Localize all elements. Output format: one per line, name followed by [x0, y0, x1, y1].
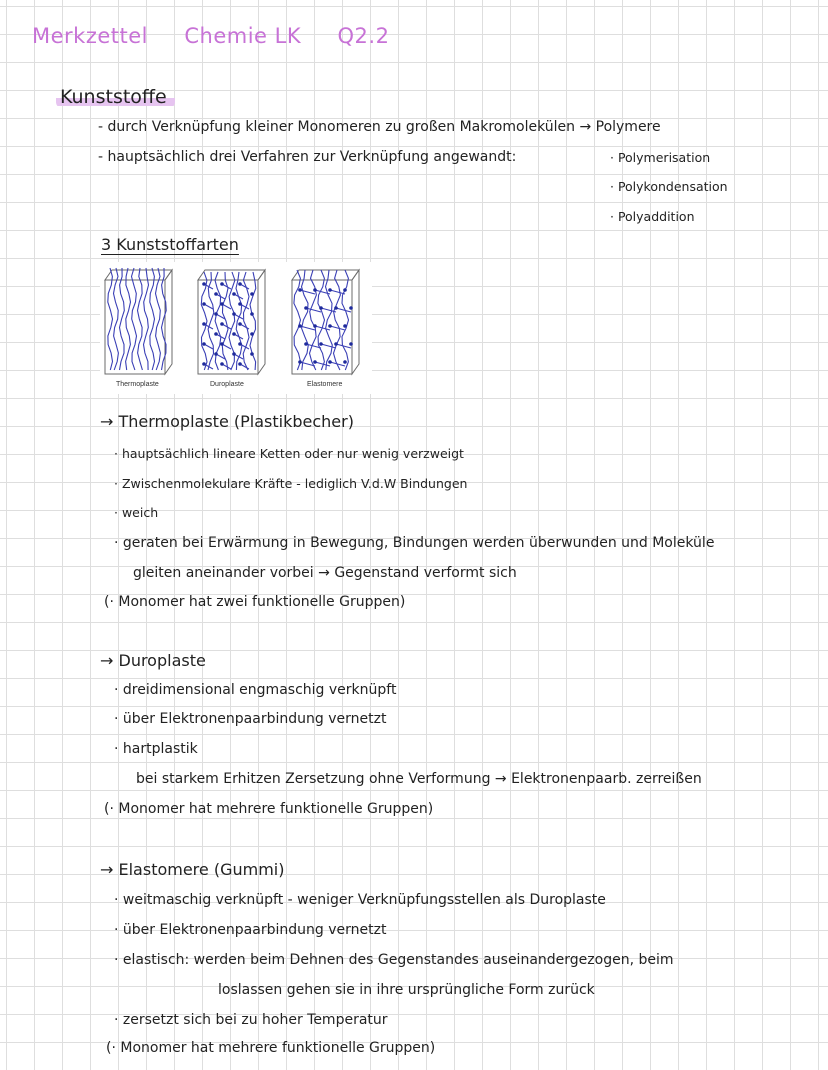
- types-heading: 3 Kunststoffarten: [101, 235, 239, 254]
- crosslink-node: [343, 288, 347, 292]
- crosslink-node: [328, 288, 332, 292]
- crosslink-node: [313, 324, 317, 328]
- crosslink-node: [238, 362, 242, 366]
- crosslink-node: [232, 292, 236, 296]
- crosslink-node: [328, 360, 332, 364]
- duroplaste-line-4: bei starkem Erhitzen Zersetzung ohne Verformung → Elektronenpaarb. zerreißen: [136, 771, 702, 787]
- crosslink-node: [232, 332, 236, 336]
- crosslink-node: [343, 360, 347, 364]
- crosslink-node: [238, 302, 242, 306]
- crosslink-node: [232, 352, 236, 356]
- title-word-merkzettel: Merkzettel: [32, 24, 148, 48]
- label-elastomere: Elastomere: [307, 381, 343, 388]
- crosslink-node: [319, 342, 323, 346]
- page-title: [32, 24, 389, 48]
- crosslink-node: [334, 306, 338, 310]
- crosslink-node: [220, 322, 224, 326]
- thermoplaste-line-6: (· Monomer hat zwei funktionelle Gruppen): [104, 594, 406, 610]
- intro-line-2: - hauptsächlich drei Verfahren zur Verknüpfung angewandt:: [98, 149, 517, 165]
- crosslink-node: [202, 362, 206, 366]
- elastomere-line-2: · über Elektronenpaarbindung vernetzt: [114, 922, 387, 938]
- elastomere-title: → Elastomere (Gummi): [100, 860, 285, 879]
- crosslink-node: [220, 362, 224, 366]
- crosslink-node: [238, 282, 242, 286]
- thermoplaste-title: → Thermoplaste (Plastikbecher): [100, 412, 354, 431]
- crosslink-node: [250, 292, 254, 296]
- crosslink-node: [214, 352, 218, 356]
- crosslink-node: [319, 306, 323, 310]
- elastomere-line-1: · weitmaschig verknüpft - weniger Verknüpfungsstellen als Duroplaste: [114, 892, 606, 908]
- crosslink-node: [202, 342, 206, 346]
- thermoplaste-line-5: gleiten aneinander vorbei → Gegenstand verformt sich: [133, 565, 517, 581]
- duroplaste-line-5: (· Monomer hat mehrere funktionelle Gruppen): [104, 801, 434, 817]
- duroplaste-title: → Duroplaste: [100, 651, 206, 670]
- label-duroplaste: Duroplaste: [210, 381, 244, 388]
- label-thermoplaste: Thermoplaste: [116, 381, 159, 388]
- crosslink-node: [298, 288, 302, 292]
- crosslink-node: [238, 322, 242, 326]
- crosslink-node: [313, 360, 317, 364]
- method-polyaddition: · Polyaddition: [610, 209, 695, 224]
- crosslink-node: [214, 312, 218, 316]
- elastomere-line-5: · zersetzt sich bei zu hoher Temperatur: [114, 1012, 388, 1028]
- section-heading: [56, 86, 175, 108]
- crosslink-node: [304, 306, 308, 310]
- thermoplaste-line-3: · weich: [114, 505, 159, 520]
- thermoplaste-line-4: · geraten bei Erwärmung in Bewegung, Bindungen werden überwunden und Moleküle: [114, 535, 715, 551]
- crosslink-node: [250, 332, 254, 336]
- crosslink-node: [202, 302, 206, 306]
- duroplaste-line-1: · dreidimensional engmaschig verknüpft: [114, 682, 397, 698]
- method-polymerisation: · Polymerisation: [610, 150, 711, 165]
- crosslink-node: [313, 288, 317, 292]
- plastic-types-figure: [100, 262, 372, 394]
- crosslink-node: [298, 324, 302, 328]
- crosslink-node: [220, 282, 224, 286]
- crosslink-node: [304, 342, 308, 346]
- crosslink-node: [349, 306, 353, 310]
- crosslink-node: [232, 312, 236, 316]
- duroplaste-line-3: · hartplastik: [114, 741, 198, 757]
- crosslink-node: [220, 302, 224, 306]
- crosslink-node: [214, 292, 218, 296]
- crosslink-node: [214, 332, 218, 336]
- crosslink-node: [250, 312, 254, 316]
- plastic-structures-diagram: [100, 262, 372, 394]
- thermoplaste-line-2: · Zwischenmolekulare Kräfte - lediglich V.d.W Bindungen: [114, 476, 468, 491]
- title-word-term: Q2.2: [337, 24, 390, 48]
- crosslink-node: [202, 282, 206, 286]
- elastomere-line-3: · elastisch: werden beim Dehnen des Gegenstandes auseinandergezogen, beim: [114, 952, 674, 968]
- duroplaste-line-2: · über Elektronenpaarbindung vernetzt: [114, 711, 387, 727]
- crosslink-node: [220, 342, 224, 346]
- crosslink-node: [250, 352, 254, 356]
- intro-line-1: - durch Verknüpfung kleiner Monomeren zu großen Makromolekülen → Polymere: [98, 119, 661, 135]
- crosslink-node: [328, 324, 332, 328]
- crosslink-node: [343, 324, 347, 328]
- crosslink-node: [238, 342, 242, 346]
- crosslink-node: [298, 360, 302, 364]
- elastomere-line-6: (· Monomer hat mehrere funktionelle Gruppen): [106, 1040, 436, 1056]
- heading-highlight: Kunststoffe: [56, 86, 175, 108]
- crosslink-node: [334, 342, 338, 346]
- title-word-subject: Chemie LK: [184, 24, 302, 48]
- thermoplaste-line-1: · hauptsächlich lineare Ketten oder nur wenig verzweigt: [114, 446, 464, 461]
- elastomere-line-4: loslassen gehen sie in ihre ursprüngliche Form zurück: [218, 982, 595, 998]
- crosslink-node: [202, 322, 206, 326]
- crosslink-node: [349, 342, 353, 346]
- method-polykondensation: · Polykondensation: [610, 179, 728, 194]
